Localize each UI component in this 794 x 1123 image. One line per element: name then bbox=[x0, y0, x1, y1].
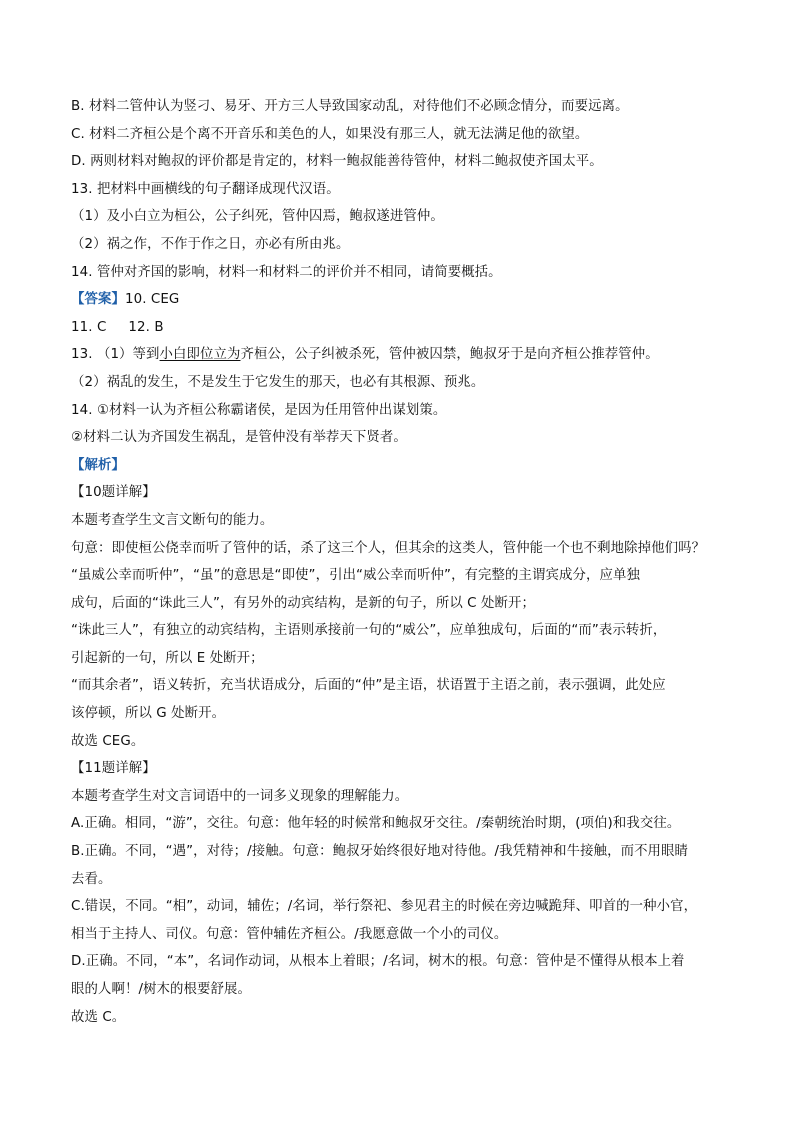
answer-block bbox=[71, 286, 731, 452]
option-b-line: B. 材料二管仲认为竖刁、易牙、开方三人导致国家动乱，对待他们不必顾念情分，而要远离。 bbox=[71, 99, 629, 114]
analysis-line: “而其余者”，语义转折，充当状语成分，后面的“仲”是主语，状语置于主语之前，表示强调，此处应 bbox=[71, 678, 666, 694]
analysis-line: B.正确。不同，“遇”，对待；/接触。句意：鲍叔牙始终很好地对待他。/我凭精神和牛接触，而不用眼睛 bbox=[71, 844, 689, 860]
analysis-line: 【11题详解】 bbox=[71, 761, 156, 777]
answer-line-13-2: （2）祸乱的发生，不是发生于它发生的那天，也必有其根源、预兆。 bbox=[71, 374, 485, 390]
analysis-line: 引起新的一句，所以 E 处断开； bbox=[71, 650, 264, 666]
option-d-line: D. 两则材料对鲍叔的评价都是肯定的，材料一鲍叔能善待管仲，材料二鲍叔使齐国太平。 bbox=[71, 154, 603, 170]
answer-line-11-12 bbox=[71, 314, 731, 342]
answer-line-10 bbox=[71, 286, 731, 314]
document-page bbox=[71, 93, 731, 1031]
question-13-1-line: （1）及小白立为桓公，公子纠死，管仲囚焉，鲍叔遂进管仲。 bbox=[71, 209, 444, 225]
analysis-line: “虽威公幸而听仲”，“虽”的意思是“即使”，引出“威公幸而听仲”，有完整的主谓宾成分，应单独 bbox=[71, 568, 640, 584]
question-13-2-line: （2）祸之作，不作于作之日，亦必有所由兆。 bbox=[71, 236, 350, 252]
question-options-block bbox=[71, 93, 731, 286]
analysis-line: D.正确。不同，“本”，名词作动词，从根本上着眼；/名词，树木的根。句意：管仲是不懂得从根本上着 bbox=[71, 954, 685, 970]
analysis-block bbox=[71, 452, 731, 1031]
analysis-line: “诛此三人”，有独立的动宾结构，主语则承接前一句的“威公”，应单独成句，后面的“而”表示转折， bbox=[71, 623, 667, 639]
analysis-line: A.正确。相同，“游”，交往。句意：他年轻的时候常和鲍叔牙交往。/秦朝统治时期，(项伯)和我交往。 bbox=[71, 816, 681, 832]
answer-13-1-pre: 13. （1）等到 bbox=[71, 347, 160, 363]
answer-tag: 【答案】 bbox=[71, 292, 125, 308]
analysis-tag-line bbox=[71, 452, 731, 480]
analysis-line: 故选 CEG。 bbox=[71, 733, 145, 749]
analysis-line: 本题考查学生文言文断句的能力。 bbox=[71, 512, 274, 528]
answer-13-1-underlined: 小白即位立为 bbox=[159, 347, 241, 363]
analysis-line: 眼的人啊！/树木的根要舒展。 bbox=[71, 982, 251, 997]
question-14-line: 14. 管仲对齐国的影响，材料一和材料二的评价并不相同，请简要概括。 bbox=[71, 264, 502, 280]
answer-10: 10. CEG bbox=[124, 292, 180, 308]
analysis-line: 本题考查学生对文言词语中的一词多义现象的理解能力。 bbox=[71, 788, 409, 804]
analysis-line: C.错误，不同。“相”，动词，辅佐；/名词，举行祭祀、参见君主的时候在旁边喊跪拜、叩首的一种小官， bbox=[71, 899, 698, 915]
option-c-line: C. 材料二齐桓公是个离不开音乐和美色的人，如果没有那三人，就无法满足他的欲望。 bbox=[71, 126, 589, 142]
answer-12: 12. B bbox=[128, 319, 164, 335]
analysis-line: 句意：即使桓公侥幸而听了管仲的话，杀了这三个人，但其余的这类人，管仲能一个也不剩地除掉他们吗？ bbox=[71, 540, 706, 556]
analysis-line: 相当于主持人、司仪。句意：管仲辅佐齐桓公。/我愿意做一个小的司仪。 bbox=[71, 926, 508, 942]
analysis-line: 该停顿，所以 G 处断开。 bbox=[71, 706, 226, 722]
analysis-line: 去看。 bbox=[71, 871, 112, 887]
answer-line-13-1 bbox=[71, 341, 731, 369]
question-13-line: 13. 把材料中画横线的句子翻译成现代汉语。 bbox=[71, 181, 340, 197]
answer-11: 11. C bbox=[71, 319, 107, 335]
answer-line-14-1: 14. ①材料一认为齐桓公称霸诸侯，是因为任用管仲出谋划策。 bbox=[71, 402, 447, 418]
answer-line-14-2: ②材料二认为齐国发生祸乱，是管仲没有举荐天下贤者。 bbox=[71, 430, 407, 446]
analysis-line: 故选 C。 bbox=[71, 1009, 126, 1025]
answer-13-1-post: 齐桓公，公子纠被杀死，管仲被囚禁，鲍叔牙于是向齐桓公推荐管仲。 bbox=[240, 347, 659, 363]
analysis-line: 【10题详解】 bbox=[71, 485, 156, 501]
analysis-line: 成句，后面的“诛此三人”，有另外的动宾结构，是新的句子，所以 C 处断开； bbox=[71, 595, 535, 611]
analysis-tag: 【解析】 bbox=[71, 457, 125, 473]
